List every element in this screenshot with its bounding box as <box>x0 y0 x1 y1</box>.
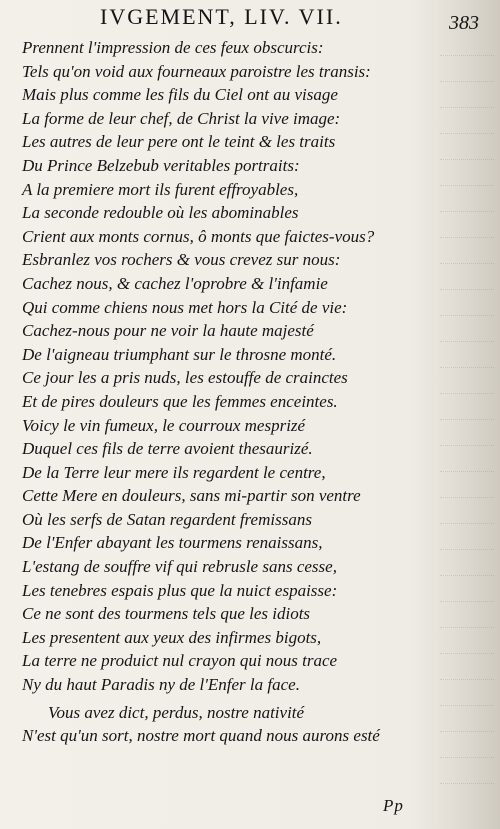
verse-line: Cachez-nous pour ne voir la haute majesté <box>22 321 314 341</box>
verse-line: Tels qu'on void aux fourneaux paroistre les transis: <box>22 61 371 81</box>
verse-line: La seconde redouble où les abominables <box>22 203 299 223</box>
verse-line: Cette Mere en douleurs, sans mi-partir son ventre <box>22 486 361 506</box>
verse-line: Ny du haut Paradis ny de l'Enfer la face. <box>22 675 300 695</box>
verse-block <box>22 36 452 748</box>
verse-line: De l'aigneau triumphant sur le throsne monté. <box>22 344 337 364</box>
verse-line: Où les serfs de Satan regardent fremissans <box>22 509 312 529</box>
verse-line: Et de pires douleurs que les femmes enceintes. <box>22 391 338 411</box>
verse-line: Les presentent aux yeux des infirmes bigots, <box>22 627 322 647</box>
verse-line: Du Prince Belzebub veritables portraits: <box>22 155 300 175</box>
verse-line: La forme de leur chef, de Christ la vive image: <box>22 108 341 128</box>
verse-line: Qui comme chiens nous met hors la Cité de vie: <box>22 297 348 317</box>
verse-line: La terre ne produict nul crayon qui nous trace <box>22 651 338 671</box>
signature-mark: Pp <box>383 796 404 815</box>
verse-line: De la Terre leur mere ils regardent le centre, <box>22 462 326 482</box>
page-number: 383 <box>449 12 479 34</box>
stanza-opening-line: Vous avez dict, perdus, nostre nativité <box>48 702 305 722</box>
verse-line: L'estang de souffre vif qui rebrusle sans cesse, <box>22 557 337 577</box>
verse-line: Mais plus comme les fils du Ciel ont au visage <box>22 85 338 105</box>
page-header <box>0 2 500 32</box>
verse-line: Cachez nous, & cachez l'oprobre & l'infamie <box>22 273 328 293</box>
verse-line: Crient aux monts cornus, ô monts que faictes-vous? <box>22 226 375 246</box>
verse-line: Voicy le vin fumeux, le courroux mesprizé <box>22 415 306 435</box>
verse-line: Ce jour les a pris nuds, les estouffe de crainctes <box>22 368 348 388</box>
verse-line: N'est qu'un sort, nostre mort quand nous aurons esté <box>22 726 380 746</box>
verse-line: Les tenebres espais plus que la nuict espaisse: <box>22 580 338 600</box>
verse-line: De l'Enfer abayant les tourmens renaissans, <box>22 533 323 553</box>
verse-line: A la premiere mort ils furent effroyables, <box>22 179 299 199</box>
verse-line: Prennent l'impression de ces feux obscurcis: <box>22 38 324 57</box>
verse-line: Ce ne sont des tourmens tels que les idiots <box>22 604 311 624</box>
verse-line: Les autres de leur pere ont le teint & les traits <box>22 132 336 152</box>
verse-line: Duquel ces fils de terre avoient thesaurizé. <box>22 439 313 459</box>
verse-line: Esbranlez vos rochers & vous crevez sur nous: <box>22 250 341 270</box>
running-head: IVGEMENT, LIV. VII. <box>100 4 343 29</box>
